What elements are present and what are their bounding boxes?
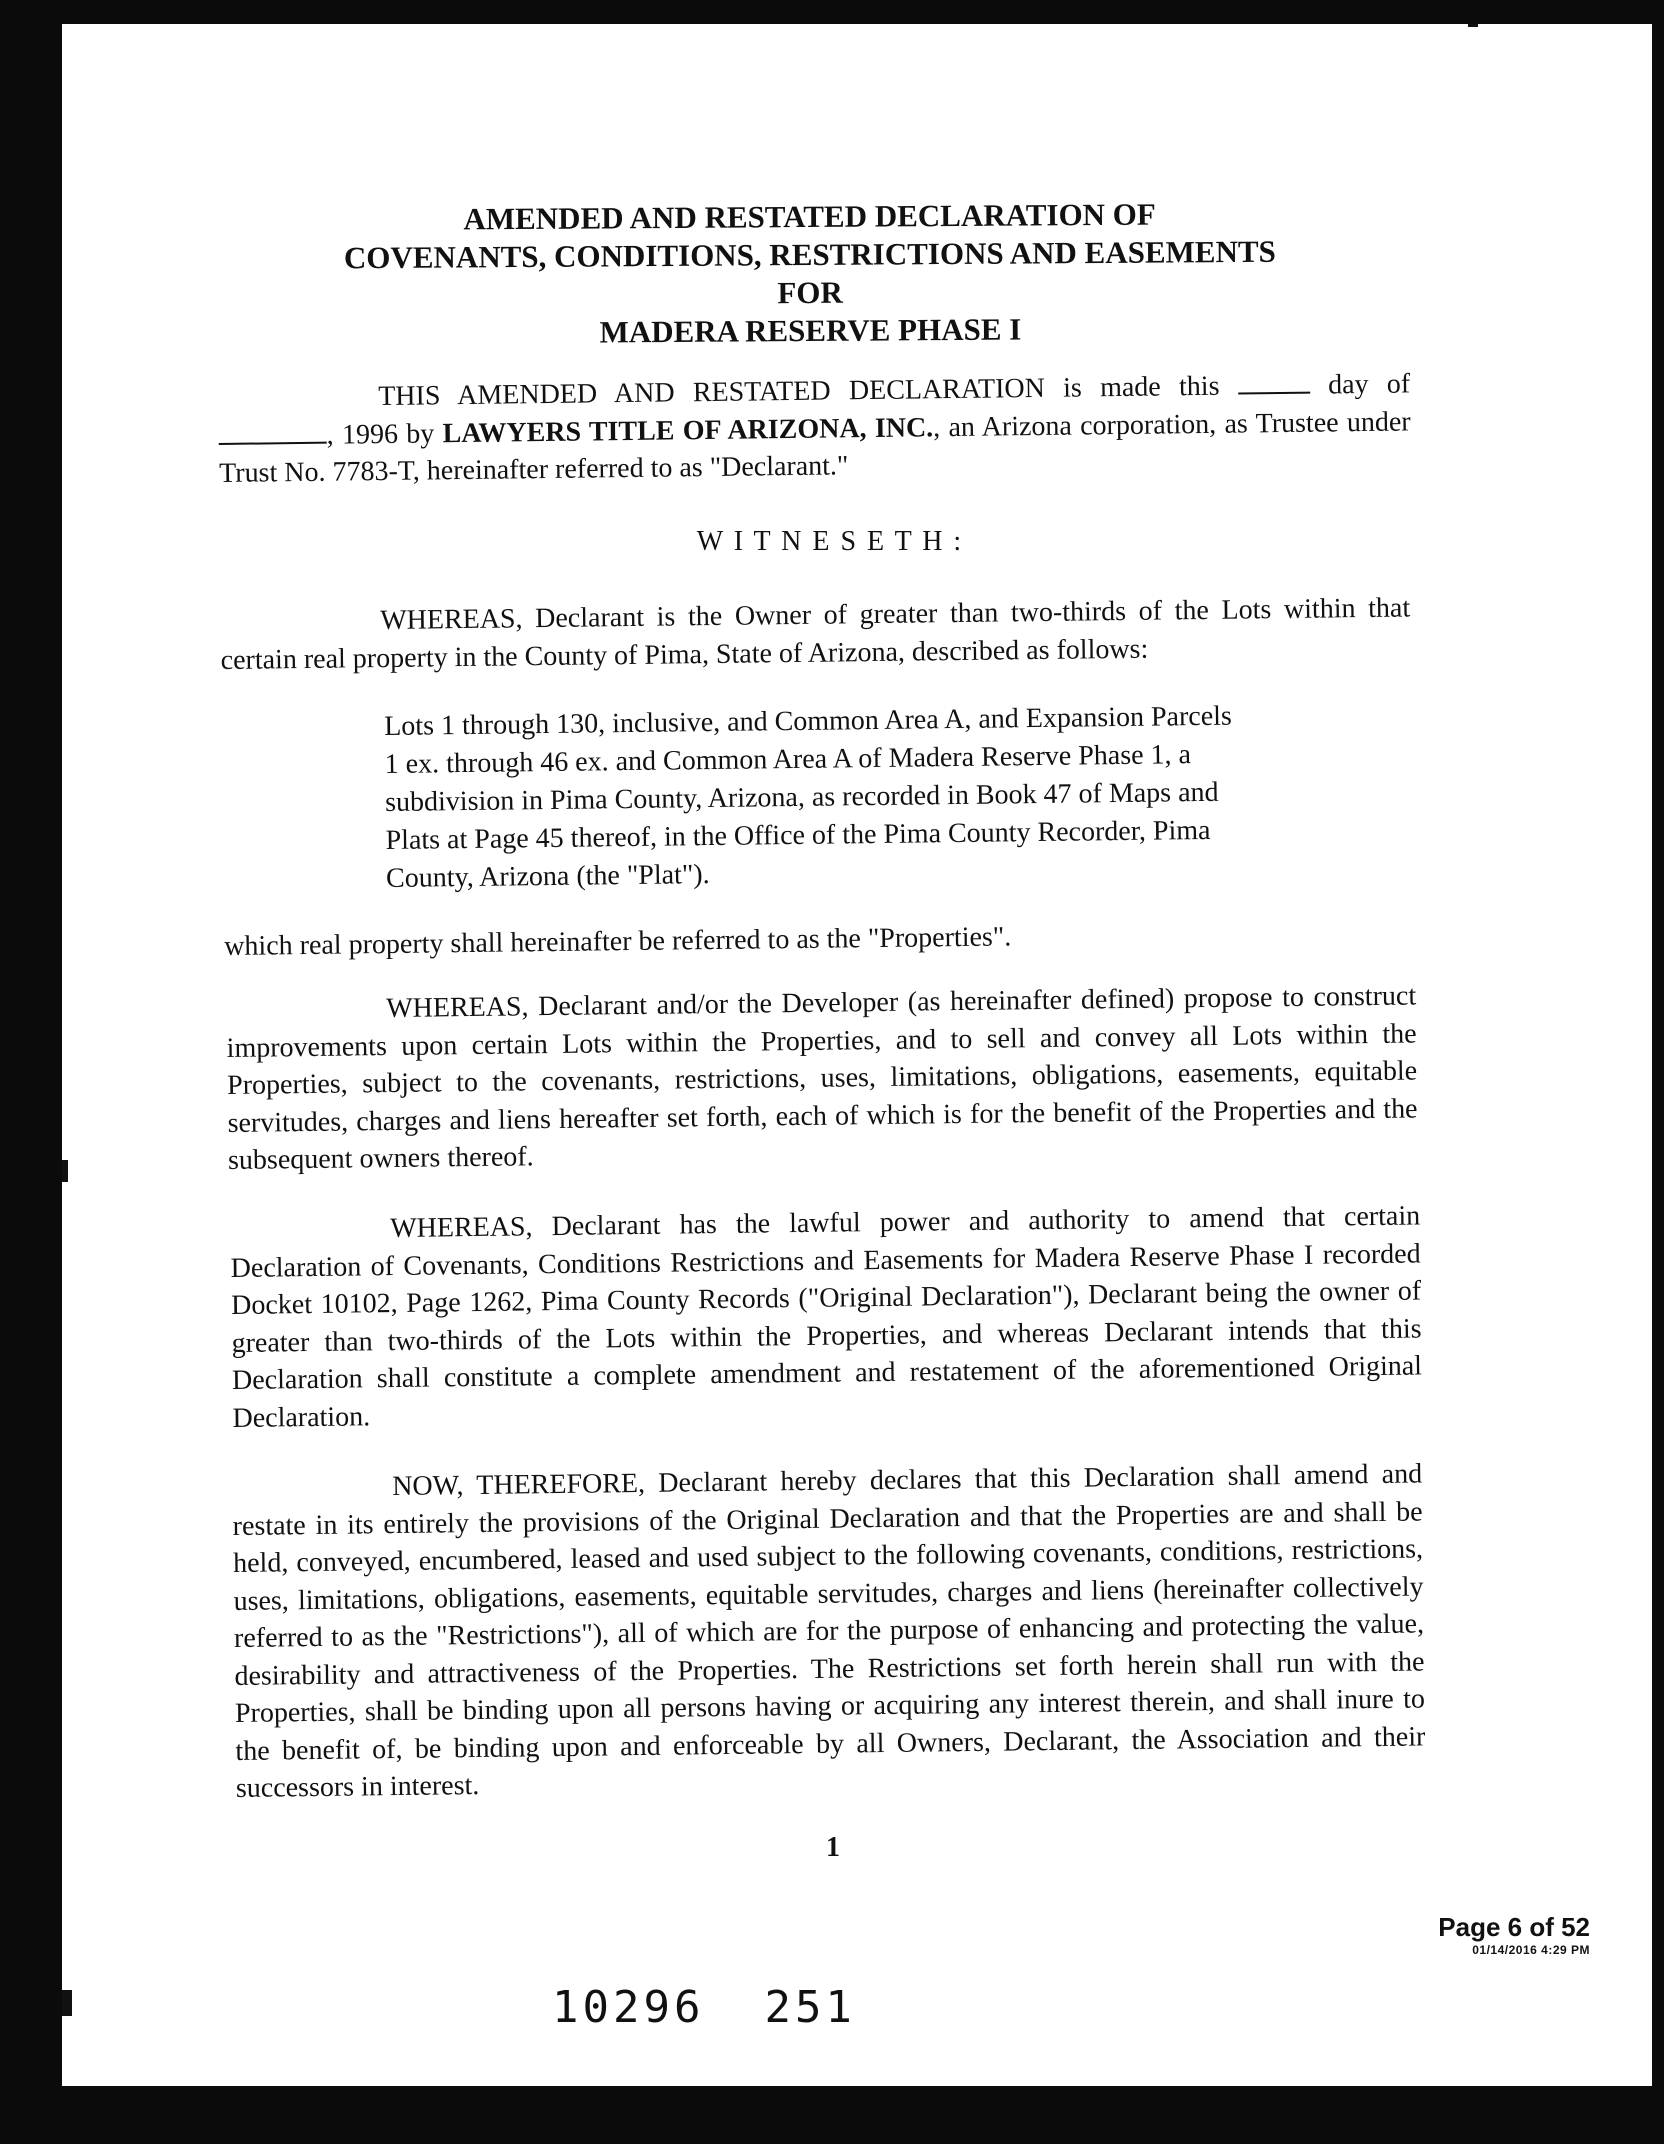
whereas-paragraph-3: WHEREAS, Declarant has the lawful power and authority to amend that certain Declaration of Covenants, Conditions Restrictions and Easements for Madera Reserve Phase I recorded Docket 10102, Page 1262, Pima County Records ("Original Declaration"), Declarant being the owner of greater than two-thirds of the Lots within the Properties, and whereas Declarant intends that this Declaration shall constitute a complete amendment and restatement of the aforementioned Original Declaration. (230, 1200, 1423, 1434)
scan-border-left (0, 0, 62, 2144)
scan-mark (62, 1160, 68, 1182)
recording-reference (552, 1982, 916, 2033)
intro-paragraph (218, 365, 1411, 492)
title-line: COVENANTS, CONDITIONS, RESTRICTIONS AND EASEMENTS (343, 233, 1276, 276)
title-line: AMENDED AND RESTATED DECLARATION OF (463, 196, 1156, 237)
print-stamp (1370, 1912, 1590, 1957)
docket-page: 251 (764, 1982, 856, 2033)
intro-text: THIS AMENDED AND RESTATED DECLARATION is made this (378, 370, 1220, 413)
intro-text: , 1996 by (326, 417, 435, 451)
title-line: FOR (777, 274, 843, 311)
whereas-paragraph-2: WHEREAS, Declarant and/or the Developer (as hereinafter defined) propose to construct improvements upon certain Lots within the Properties, and to sell and convey all Lots within the Properties, subject to the covenants, restrictions, uses, limitations, obligations, easements, equitable servitudes, charges and liens hereafter set forth, each of which is for the benefit of the Properties and the subsequent owners thereof. (226, 980, 1418, 1176)
title-line: MADERA RESERVE PHASE I (599, 311, 1022, 350)
now-therefore-paragraph: NOW, THEREFORE, Declarant hereby declares that this Declaration shall amend and restate in its entirely the provisions of the Original Declaration and that the Properties are and shall be held, conveyed, encumbered, leased and used subject to the following covenants, conditions, restrictions, uses, limitations, obligations, easements, equitable servitudes, charges and liens (hereinafter collectively referred to as the "Restrictions"), all of which are for the purpose of enhancing and protecting the value, desirability and attractiveness of the Properties. The Restrictions set forth herein shall run with the Properties, shall be binding upon all persons having or acquiring any interest therein, and shall inure to the benefit of, be binding upon and enforceable by all Owners, Declarant, the Association and their successors in interest. (232, 1458, 1426, 1804)
legal-description: Lots 1 through 130, inclusive, and Common Area A, and Expansion Parcels 1 ex. through 46 ex. and Common Area A of Madera Reserve Phase 1, a subdivision in Pima County, Arizona, as recorded in Book 47 of Maps and Plats at Page 45 thereof, in the Office of the Pima County Recorder, Pima County, Arizona (the "Plat"). (384, 700, 1233, 894)
scan-border-right (1652, 0, 1664, 2144)
trustee-name: LAWYERS TITLE OF ARIZONA, INC. (442, 411, 934, 449)
month-blank (218, 419, 326, 444)
witnesseth-heading: W I T N E S E T H : (696, 526, 964, 557)
scan-mark (62, 1990, 72, 2016)
scan-border-top (0, 0, 1664, 24)
stamp-page-label: Page 6 of 52 (1438, 1912, 1590, 1942)
document-title (239, 194, 1380, 354)
docket-number: 10296 (552, 1982, 705, 2033)
properties-definition: which real property shall hereinafter be referred to as the "Properties". (224, 921, 1012, 962)
scan-mark (1468, 24, 1478, 27)
intro-text: , an Arizona corporation, as Trustee under Trust No. 7783-T, hereinafter referred to as "Declarant." (218, 405, 1411, 489)
scan-border-bottom (0, 2086, 1664, 2144)
intro-text: day of (1327, 368, 1411, 401)
page-number: 1 (826, 1832, 840, 1863)
whereas-paragraph-1: WHEREAS, Declarant is the Owner of greater than two-thirds of the Lots within that certain real property in the County of Pima, State of Arizona, described as follows: (220, 592, 1411, 676)
day-blank (1238, 370, 1310, 395)
stamp-datetime: 01/14/2016 4:29 PM (1472, 1943, 1590, 1957)
